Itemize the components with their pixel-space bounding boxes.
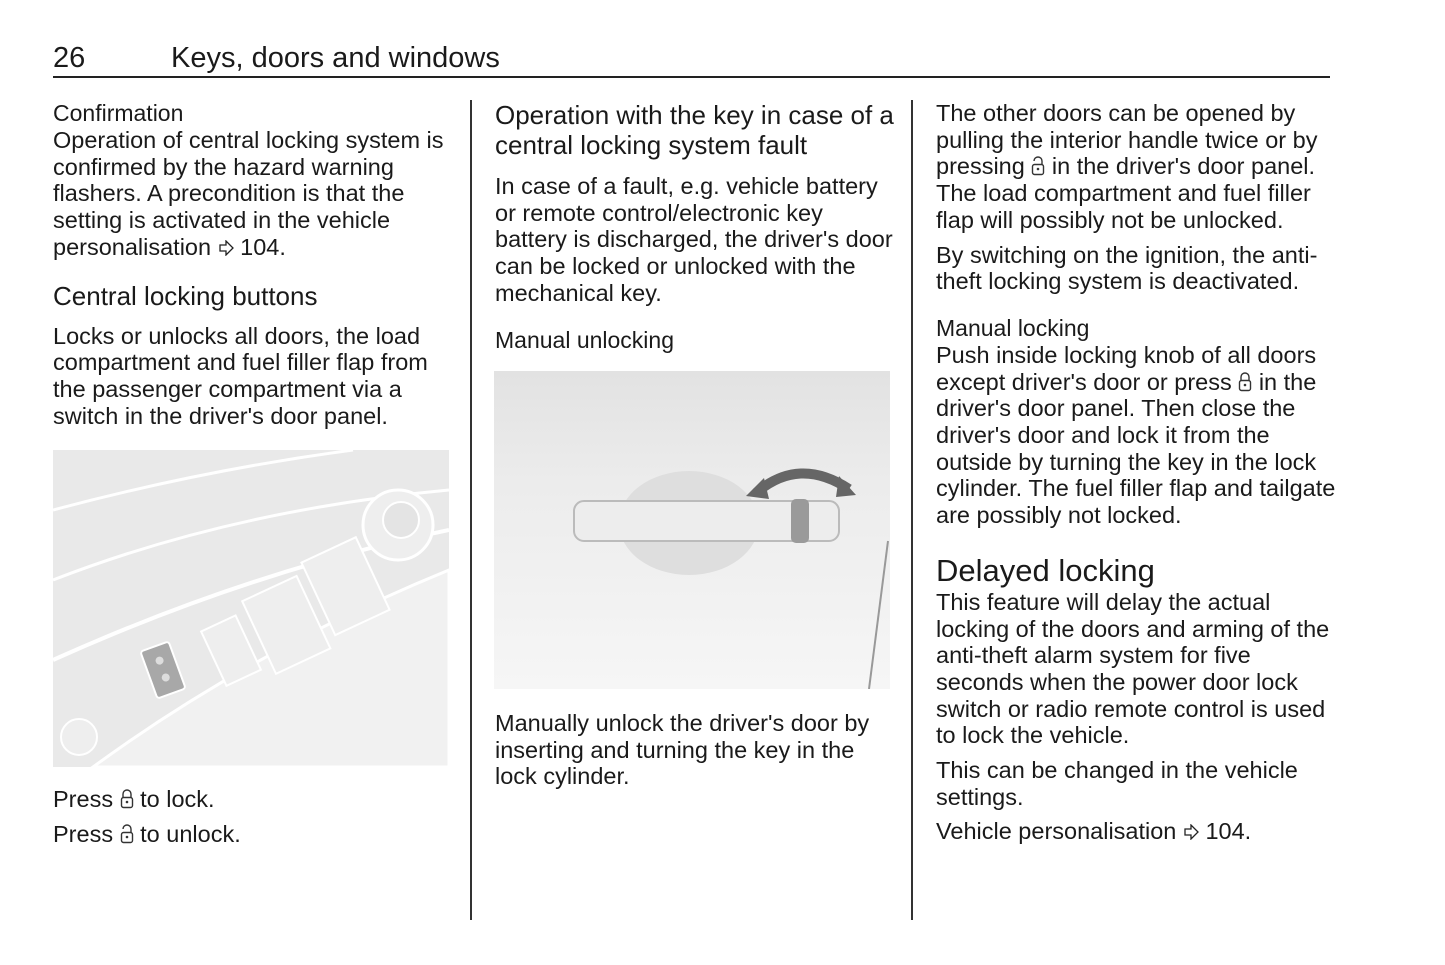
- ignition-text: By switching on the ignition, the anti-theft locking system is deactivated.: [936, 241, 1318, 295]
- settings-text: This can be changed in the vehicle settings.: [936, 757, 1298, 810]
- page-number: 26: [53, 42, 86, 74]
- press-to-unlock-text: Press to unlock.: [53, 820, 241, 847]
- lock-unlock-instructions: [53, 786, 453, 847]
- press-to-lock-text: Press to lock.: [53, 786, 215, 812]
- page-reference-arrow-icon: [1183, 824, 1199, 840]
- page-reference-arrow-icon: [218, 240, 234, 256]
- page-link[interactable]: 104.: [1205, 818, 1252, 845]
- column-3: [936, 100, 1336, 845]
- column-2: [495, 100, 895, 354]
- key-operation-text: In case of a fault, e.g. vehicle battery or remote control/electronic key battery is discharged, the driver's door can be locked or unlocked with the mechanical key.: [495, 173, 893, 306]
- manual-locking-text: Push inside locking knob of all doors except driver's door or press in the driver's door panel. Then close the driver's door and lock it from the outside by turning the key in the lock cylinder. The fuel filler flap and tailgate are possibly not locked.: [936, 341, 1336, 529]
- lock-closed-icon: [120, 788, 134, 810]
- manual-locking-heading: Manual locking: [936, 314, 1090, 341]
- other-doors-text: The other doors can be opened by pulling the interior handle twice or by pressing in the driver's door panel. The load compartment and fuel filler flap will possibly not be unlocked.: [936, 100, 1318, 233]
- page-link[interactable]: 104.: [240, 233, 286, 260]
- delayed-locking-text: This feature will delay the actual locking of the doors and arming of the anti-theft alarm system for five seconds when the power door lock switch or radio remote control is used to lock the vehicle.: [936, 588, 1330, 749]
- column-1: [53, 100, 453, 429]
- door-panel-illustration: [53, 450, 449, 767]
- central-locking-buttons-text: Locks or unlocks all doors, the load compartment and fuel filler flap from the passenger compartment via a switch in the driver's door panel.: [53, 322, 428, 429]
- chapter-title: Keys, doors and windows: [171, 42, 500, 74]
- manual-unlocking-description: [495, 710, 895, 790]
- page-header: [53, 40, 1330, 78]
- delayed-locking-heading: Delayed locking: [936, 552, 1155, 588]
- manual-unlocking-text: Manually unlock the driver's door by inserting and turning the key in the lock cylinder.: [495, 710, 870, 790]
- door-panel-figure: [53, 450, 449, 767]
- personalisation-reference: Vehicle personalisation 104.: [936, 818, 1252, 845]
- column-divider: [470, 100, 472, 920]
- lock-open-icon: [120, 823, 134, 845]
- lock-closed-icon: [1238, 371, 1252, 393]
- lock-open-icon: [1031, 155, 1045, 177]
- column-divider: [911, 100, 913, 920]
- central-locking-buttons-heading: Central locking buttons: [53, 280, 318, 311]
- door-handle-illustration: [494, 371, 890, 689]
- manual-unlocking-heading: Manual unlocking: [495, 326, 675, 353]
- confirmation-text: Operation of central locking system is confirmed by the hazard warning flashers. A precondition is that the setting is activated in the vehicle personalisation 104.: [53, 127, 444, 260]
- door-handle-figure: [494, 371, 890, 689]
- key-operation-heading: Operation with the key in case of a central locking system fault: [495, 100, 894, 160]
- confirmation-heading: Confirmation: [53, 100, 184, 126]
